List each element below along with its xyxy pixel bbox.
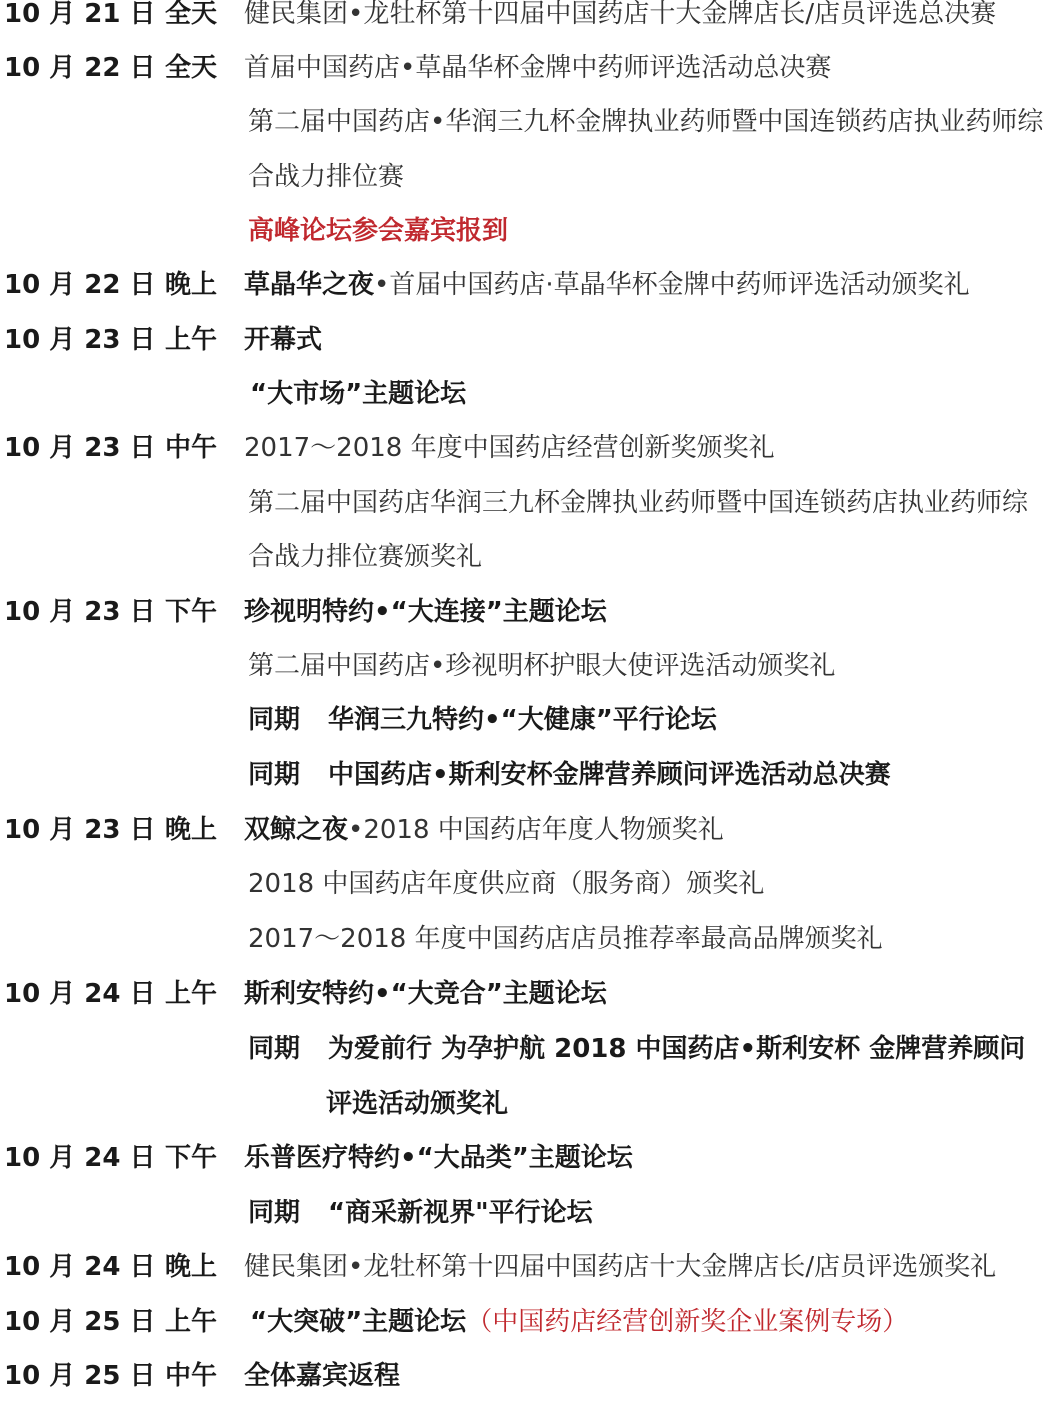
schedule-row bbox=[0, 1240, 1061, 1294]
schedule-time: 晚上 bbox=[165, 270, 218, 300]
schedule-content bbox=[244, 1240, 996, 1294]
event-text: 合战力排位赛 bbox=[248, 162, 405, 192]
schedule-content bbox=[244, 313, 322, 367]
schedule-row bbox=[0, 421, 1061, 475]
event-text: 2018 中国药店年度供应商（服务商）颁奖礼 bbox=[248, 869, 765, 899]
event-text: •2018 中国药店年度人物颁奖礼 bbox=[348, 815, 724, 845]
event-text: 首届中国药店•草晶华杯金牌中药师评选活动总决赛 bbox=[244, 53, 832, 83]
schedule-row bbox=[0, 912, 1061, 966]
schedule-row bbox=[0, 693, 1061, 747]
schedule-content bbox=[326, 1077, 508, 1131]
concurrent-label: 同期 bbox=[248, 760, 301, 790]
event-text: “大突破”主题论坛 bbox=[250, 1307, 467, 1337]
schedule-content bbox=[248, 693, 717, 747]
schedule-content bbox=[244, 421, 775, 475]
schedule-date: 10 月 23 日 bbox=[4, 433, 156, 463]
schedule-date: 10 月 24 日 bbox=[4, 1143, 156, 1173]
schedule-content bbox=[244, 803, 724, 857]
concurrent-label: 同期 bbox=[248, 1034, 301, 1064]
event-text: 中国药店•斯利安杯金牌营养顾问评选活动总决赛 bbox=[328, 760, 891, 790]
schedule-content bbox=[248, 476, 1028, 530]
schedule-row bbox=[0, 748, 1061, 802]
schedule-row bbox=[0, 313, 1061, 367]
schedule-date: 10 月 24 日 bbox=[4, 979, 156, 1009]
schedule-content bbox=[244, 585, 607, 639]
schedule-time: 上午 bbox=[165, 979, 218, 1009]
schedule-content bbox=[248, 639, 835, 693]
schedule-row bbox=[0, 639, 1061, 693]
schedule-date: 10 月 21 日 bbox=[4, 0, 156, 29]
schedule-row bbox=[0, 95, 1061, 149]
schedule-date: 10 月 22 日 bbox=[4, 53, 156, 83]
schedule-time: 中午 bbox=[165, 1361, 218, 1391]
event-text: 合战力排位赛颁奖礼 bbox=[248, 542, 483, 572]
schedule-content bbox=[244, 0, 996, 41]
event-text: “大市场”主题论坛 bbox=[250, 379, 467, 409]
schedule-date: 10 月 25 日 bbox=[4, 1307, 156, 1337]
schedule-content bbox=[250, 367, 466, 421]
event-text: “商采新视界"平行论坛 bbox=[328, 1198, 593, 1228]
schedule-row bbox=[0, 476, 1061, 530]
schedule-content bbox=[248, 204, 508, 258]
event-text: 斯利安特约•“大竞合”主题论坛 bbox=[244, 979, 607, 1009]
event-text: 健民集团•龙牡杯第十四届中国药店十大金牌店长/店员评选颁奖礼 bbox=[244, 1252, 997, 1282]
event-text: 高峰论坛参会嘉宾报到 bbox=[248, 216, 509, 246]
schedule-row bbox=[0, 0, 1061, 41]
schedule-time: 下午 bbox=[165, 1143, 218, 1173]
event-text: 华润三九特约•“大健康”平行论坛 bbox=[328, 705, 717, 735]
event-text: 全体嘉宾返程 bbox=[244, 1361, 401, 1391]
event-text: 第二届中国药店华润三九杯金牌执业药师暨中国连锁药店执业药师综 bbox=[248, 488, 1029, 518]
event-text: 珍视明特约•“大连接”主题论坛 bbox=[244, 597, 607, 627]
schedule-content bbox=[248, 912, 883, 966]
schedule-row bbox=[0, 41, 1061, 95]
schedule-content bbox=[244, 258, 970, 312]
schedule-time: 下午 bbox=[165, 597, 218, 627]
event-text: 草晶华之夜 bbox=[244, 270, 375, 300]
schedule-row bbox=[0, 1186, 1061, 1240]
schedule-time: 全天 bbox=[165, 53, 218, 83]
event-text: •首届中国药店·草晶华杯金牌中药师评选活动颁奖礼 bbox=[374, 270, 970, 300]
schedule-row bbox=[0, 1077, 1061, 1131]
schedule-row bbox=[0, 204, 1061, 258]
schedule-row bbox=[0, 857, 1061, 911]
event-text: 开幕式 bbox=[244, 325, 323, 355]
schedule-row bbox=[0, 1295, 1061, 1349]
event-text: 第二届中国药店•珍视明杯护眼大使评选活动颁奖礼 bbox=[248, 651, 836, 681]
schedule-content bbox=[250, 1295, 908, 1349]
schedule-time: 晚上 bbox=[165, 815, 218, 845]
schedule-date: 10 月 23 日 bbox=[4, 325, 156, 355]
schedule-row bbox=[0, 367, 1061, 421]
schedule-row bbox=[0, 803, 1061, 857]
event-text: 乐普医疗特约•“大品类”主题论坛 bbox=[244, 1143, 633, 1173]
schedule-row bbox=[0, 530, 1061, 584]
schedule-content bbox=[248, 748, 891, 802]
event-text: 双鲸之夜 bbox=[244, 815, 349, 845]
schedule-date: 10 月 25 日 bbox=[4, 1361, 156, 1391]
schedule-time: 晚上 bbox=[165, 1252, 218, 1282]
concurrent-label: 同期 bbox=[248, 705, 301, 735]
schedule-row bbox=[0, 1349, 1061, 1403]
schedule-time: 上午 bbox=[165, 325, 218, 355]
event-text: 评选活动颁奖礼 bbox=[326, 1089, 509, 1119]
event-text: 2017～2018 年度中国药店店员推荐率最高品牌颁奖礼 bbox=[248, 924, 883, 954]
event-text: 第二届中国药店•华润三九杯金牌执业药师暨中国连锁药店执业药师综 bbox=[248, 107, 1044, 137]
schedule-row bbox=[0, 150, 1061, 204]
schedule-row bbox=[0, 1022, 1061, 1076]
schedule-row bbox=[0, 967, 1061, 1021]
schedule-content bbox=[248, 95, 1043, 149]
schedule-time: 全天 bbox=[165, 0, 218, 29]
schedule-content bbox=[244, 967, 607, 1021]
event-text: （中国药店经营创新奖企业案例专场） bbox=[466, 1307, 909, 1337]
schedule-row bbox=[0, 585, 1061, 639]
schedule-content bbox=[248, 1022, 1025, 1076]
schedule-content bbox=[248, 530, 482, 584]
schedule-time: 上午 bbox=[165, 1307, 218, 1337]
event-text: 2017～2018 年度中国药店经营创新奖颁奖礼 bbox=[244, 433, 775, 463]
schedule-content bbox=[248, 1186, 593, 1240]
schedule-content bbox=[248, 150, 404, 204]
schedule-time: 中午 bbox=[165, 433, 218, 463]
schedule-date: 10 月 23 日 bbox=[4, 597, 156, 627]
schedule-content bbox=[244, 1349, 400, 1403]
schedule-row bbox=[0, 258, 1061, 312]
event-text: 为爱前行 为孕护航 2018 中国药店•斯利安杯 金牌营养顾问 bbox=[328, 1034, 1026, 1064]
schedule-content bbox=[244, 41, 831, 95]
schedule-date: 10 月 24 日 bbox=[4, 1252, 156, 1282]
concurrent-label: 同期 bbox=[248, 1198, 301, 1228]
schedule-date: 10 月 22 日 bbox=[4, 270, 156, 300]
event-text: 健民集团•龙牡杯第十四届中国药店十大金牌店长/店员评选总决赛 bbox=[244, 0, 997, 29]
schedule-content bbox=[244, 1131, 633, 1185]
schedule-row bbox=[0, 1131, 1061, 1185]
schedule-content bbox=[248, 857, 764, 911]
schedule-date: 10 月 23 日 bbox=[4, 815, 156, 845]
